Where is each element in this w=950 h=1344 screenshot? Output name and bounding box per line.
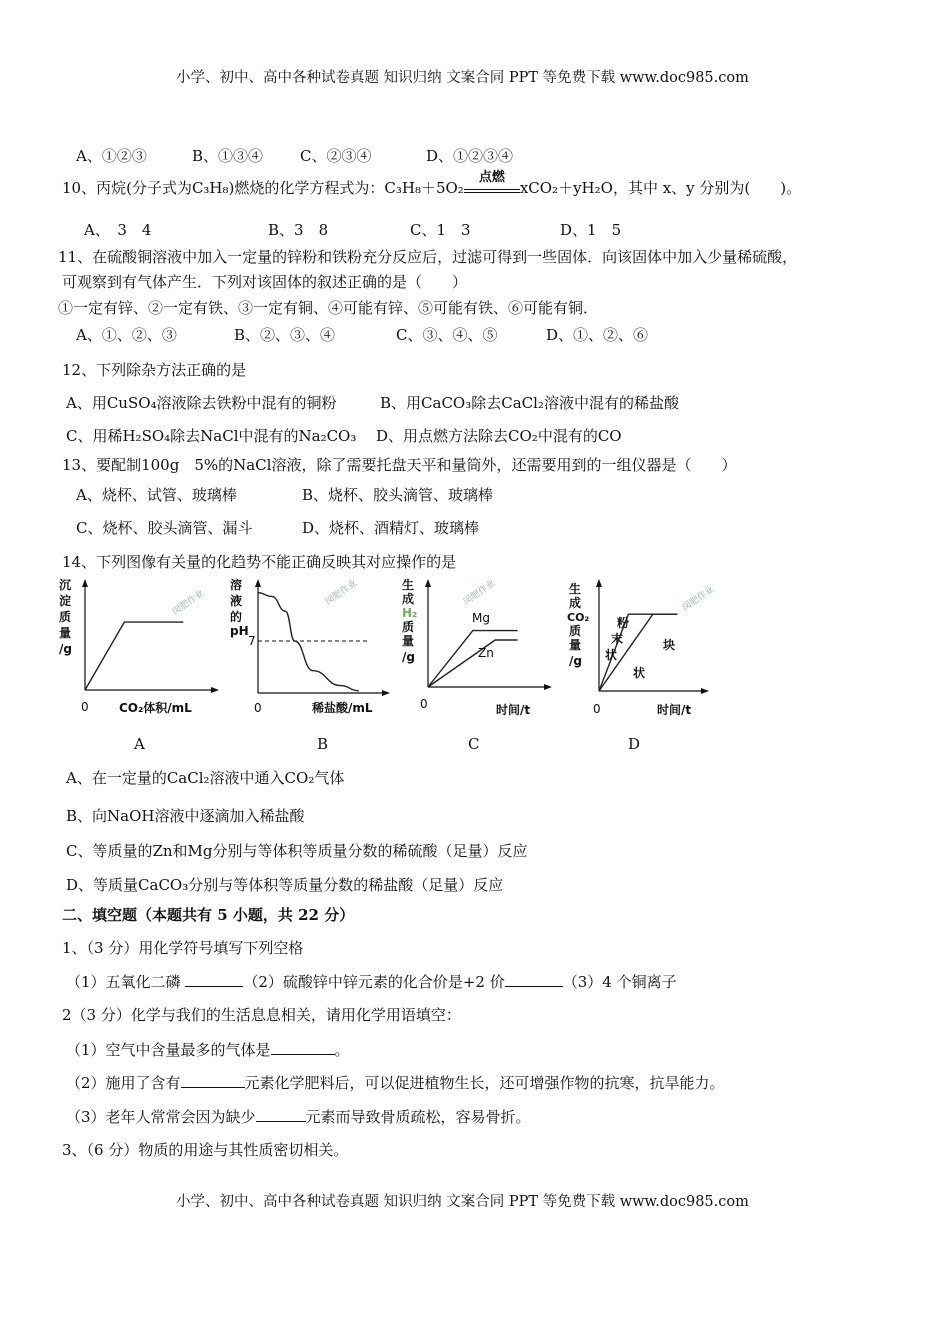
fill2-part2 bbox=[66, 1073, 725, 1093]
ylabel-char: 质 bbox=[402, 620, 415, 634]
ylabel-char: 沉 bbox=[59, 578, 72, 592]
chart-d-ylabel bbox=[567, 581, 589, 668]
q13-option-c: C、烧杯、胶头滴管、漏斗 bbox=[76, 519, 253, 537]
ylabel-char: 质 bbox=[569, 624, 582, 638]
chart-c-ylabel bbox=[402, 577, 417, 664]
q14-option-d: D、等质量CaCO₃分别与等体积等质量分数的稀盐酸（足量）反应 bbox=[66, 876, 504, 894]
fill1-p3: （3）4 个铜离子 bbox=[562, 973, 677, 991]
fill2-part1 bbox=[66, 1040, 350, 1060]
chart-c bbox=[400, 575, 570, 725]
ylabel-char: pH bbox=[230, 624, 249, 638]
q13-option-a: A、烧杯、试管、玻璃棒 bbox=[76, 486, 237, 504]
chart-c-xlabel: 时间/t bbox=[496, 703, 531, 717]
q13-stem: 13、要配制100g 5%的NaCl溶液，除了需要托盘天平和量筒外，还需要用到的一组仪器是（ ） bbox=[62, 456, 737, 474]
q12-option-d: D、用点燃方法除去CO₂中混有的CO bbox=[376, 427, 622, 445]
q9-option-a: A、①②③ bbox=[76, 147, 147, 165]
fill2-p1b: 。 bbox=[334, 1041, 350, 1059]
q14-stem: 14、下列图像有关量的化趋势不能正确反映其对应操作的是 bbox=[62, 553, 457, 571]
chart-c-series-zn bbox=[428, 640, 518, 687]
q12-option-c: C、用稀H₂SO₄除去NaCl中混有的Na₂CO₃ bbox=[66, 427, 357, 445]
fill1-blank2[interactable] bbox=[505, 972, 563, 987]
chart-a-series-line bbox=[85, 622, 183, 690]
ylabel-char: 质 bbox=[59, 610, 72, 624]
fill2-blank3[interactable] bbox=[256, 1107, 306, 1122]
chart-b-ph7-label: 7 bbox=[248, 634, 256, 648]
page-header: 小学、初中、高中各种试卷真题 知识归纳 文案合同 PPT 等免费下载 www.doc985.com bbox=[176, 70, 749, 86]
fill1-p2: （2）硫酸锌中锌元素的化合价是+2 价 bbox=[243, 973, 505, 991]
chart-d-label-char: 状 bbox=[605, 648, 618, 662]
q10-stem-text: 10、丙烷(分子式为C₃H₈)燃烧的化学方程式为：C₃H₈＋5O₂ bbox=[62, 179, 464, 197]
chart-d-caption: D bbox=[628, 735, 641, 753]
fill1-blank1[interactable] bbox=[185, 972, 243, 987]
q10-stem bbox=[62, 170, 802, 198]
chart-c-y-arrow bbox=[425, 579, 431, 587]
chart-c-svg bbox=[400, 575, 570, 725]
q10-option-a: A、 3 4 bbox=[84, 221, 152, 239]
ylabel-char: /g bbox=[402, 650, 415, 664]
chart-c-series-mg bbox=[428, 631, 518, 687]
ylabel-char: 量 bbox=[59, 626, 72, 640]
page-footer: 小学、初中、高中各种试卷真题 知识归纳 文案合同 PPT 等免费下载 www.doc985.com bbox=[176, 1194, 749, 1210]
ylabel-char: 生 bbox=[569, 582, 582, 596]
q14-option-c: C、等质量的Zn和Mg分别与等体积等质量分数的稀硫酸（足量）反应 bbox=[66, 842, 528, 860]
q13-option-d: D、烧杯、酒精灯、玻璃棒 bbox=[302, 519, 480, 537]
chart-d-label-char: 块 bbox=[663, 638, 676, 652]
chart-b-caption: B bbox=[317, 735, 329, 753]
q11-option-a: A、①、②、③ bbox=[76, 326, 177, 344]
q9-option-b: B、①③④ bbox=[192, 147, 264, 165]
chart-d-xlabel: 时间/t bbox=[657, 703, 692, 717]
ylabel-char: /g bbox=[59, 642, 72, 656]
q10-option-c: C、1 3 bbox=[410, 221, 471, 239]
chart-c-caption: C bbox=[468, 735, 480, 753]
chart-b-origin: 0 bbox=[254, 701, 262, 715]
q10-stem-tail: xCO₂＋yH₂O，其中 x、y 分别为( )。 bbox=[519, 179, 802, 197]
fill2-p3a: （3）老年人常常会因为缺少 bbox=[66, 1108, 256, 1126]
ylabel-char: 量 bbox=[402, 634, 415, 648]
chart-b-series-line bbox=[258, 593, 359, 691]
chart-d-y-arrow bbox=[596, 579, 602, 587]
q13-option-b: B、烧杯、胶头滴管、玻璃棒 bbox=[302, 486, 494, 504]
chart-a-x-arrow bbox=[211, 687, 219, 693]
chart-a-origin: 0 bbox=[81, 700, 89, 714]
chart-d-watermark: 闵肥作业 bbox=[680, 584, 717, 614]
fill1-parts bbox=[66, 972, 677, 992]
ylabel-char: 的 bbox=[230, 610, 243, 624]
q14-option-b: B、向NaOH溶液中逐滴加入稀盐酸 bbox=[66, 807, 305, 825]
chart-d bbox=[567, 575, 737, 725]
q9-option-c: C、②③④ bbox=[300, 147, 372, 165]
q11-option-c: C、③、④、⑤ bbox=[396, 326, 498, 344]
ylabel-char: 淀 bbox=[59, 594, 72, 608]
chart-c-x-arrow bbox=[544, 684, 552, 690]
section2-title: 二、填空题（本题共有 5 小题，共 22 分） bbox=[62, 906, 355, 924]
chart-a-y-arrow bbox=[82, 579, 88, 587]
chart-b-ylabel bbox=[230, 577, 249, 638]
q11-stem-line2: 可观察到有气体产生．下列对该固体的叙述正确的是（ ） bbox=[62, 273, 468, 291]
fill2-part3 bbox=[66, 1107, 531, 1127]
chart-b bbox=[228, 575, 398, 725]
chart-d-origin: 0 bbox=[593, 702, 601, 716]
chart-d-label-char: 状 bbox=[633, 666, 646, 680]
q12-stem: 12、下列除杂方法正确的是 bbox=[62, 361, 247, 379]
fill2-p3b: 元素而导致骨质疏松，容易骨折。 bbox=[305, 1108, 531, 1126]
ylabel-char: 成 bbox=[569, 596, 582, 610]
chart-a-xlabel: CO₂体积/mL bbox=[119, 701, 192, 715]
q11-option-b: B、②、③、④ bbox=[234, 326, 336, 344]
q10-option-b: B、3 8 bbox=[268, 221, 329, 239]
chart-d-x-arrow bbox=[701, 688, 709, 694]
fill2-blank2[interactable] bbox=[181, 1073, 245, 1088]
q12-option-b: B、用CaCO₃除去CaCl₂溶液中混有的稀盐酸 bbox=[380, 394, 679, 412]
q11-stem-line1: 11、在硫酸铜溶液中加入一定量的锌粉和铁粉充分反应后，过滤可得到一些固体．向该固体中加入少量稀硫酸， bbox=[58, 248, 798, 266]
fill1-stem: 1、（3 分）用化学符号填写下列空格 bbox=[62, 939, 304, 957]
q10-condition: 点燃 bbox=[478, 170, 505, 185]
equals-sign bbox=[464, 189, 520, 193]
ylabel-char: 生 bbox=[402, 578, 415, 592]
chart-a-svg bbox=[55, 575, 225, 725]
chart-a-ylabel bbox=[59, 577, 72, 656]
q10-reaction-arrow bbox=[464, 170, 520, 193]
chart-a-watermark: 闵肥作业 bbox=[170, 588, 207, 618]
q10-option-d: D、1 5 bbox=[560, 221, 622, 239]
fill2-blank1[interactable] bbox=[271, 1040, 335, 1055]
chart-a-caption: A bbox=[134, 735, 145, 753]
ylabel-char: 量 bbox=[569, 638, 582, 652]
chart-c-origin: 0 bbox=[420, 697, 428, 711]
q11-option-d: D、①、②、⑥ bbox=[546, 326, 649, 344]
fill2-p2b: 元素化学肥料后，可以促进植物生长，还可增强作物的抗寒，抗旱能力。 bbox=[244, 1074, 725, 1092]
chart-a bbox=[55, 575, 225, 725]
ylabel-char: 溶 bbox=[230, 578, 243, 592]
chart-b-y-arrow bbox=[255, 579, 261, 587]
q11-statements: ①一定有锌、②一定有铁、③一定有铜、④可能有锌、⑤可能有铁、⑥可能有铜． bbox=[58, 299, 599, 317]
chart-c-watermark: 闵肥作业 bbox=[461, 578, 498, 608]
fill2-stem: 2（3 分）化学与我们的生活息息相关，请用化学用语填空： bbox=[62, 1006, 461, 1024]
chart-b-x-arrow bbox=[382, 690, 390, 696]
fill3-stem: 3、（6 分）物质的用途与其性质密切相关。 bbox=[62, 1141, 349, 1159]
chart-c-label-zn: Zn bbox=[478, 646, 494, 660]
q9-option-d: D、①②③④ bbox=[426, 147, 514, 165]
q12-option-a: A、用CuSO₄溶液除去铁粉中混有的铜粉 bbox=[66, 394, 337, 412]
fill2-p2a: （2）施用了含有 bbox=[66, 1074, 181, 1092]
ylabel-char: 液 bbox=[230, 594, 243, 608]
fill2-p1a: （1）空气中含量最多的气体是 bbox=[66, 1041, 271, 1059]
ylabel-char: /g bbox=[569, 654, 582, 668]
chart-d-svg bbox=[567, 575, 737, 725]
q14-option-a: A、在一定量的CaCl₂溶液中通入CO₂气体 bbox=[66, 769, 345, 787]
ylabel-char: CO₂ bbox=[567, 611, 590, 624]
chart-d-label-char: 粉 bbox=[617, 616, 630, 630]
chart-b-xlabel: 稀盐酸/mL bbox=[312, 701, 373, 715]
ylabel-char: 成 bbox=[402, 592, 415, 606]
chart-b-svg bbox=[228, 575, 398, 725]
ylabel-char: H₂ bbox=[402, 606, 418, 620]
chart-d-label-char: 末 bbox=[611, 632, 624, 646]
chart-b-watermark: 闵肥作业 bbox=[323, 578, 360, 608]
fill1-p1: （1）五氧化二磷 bbox=[66, 973, 186, 991]
chart-c-label-mg: Mg bbox=[472, 611, 490, 625]
